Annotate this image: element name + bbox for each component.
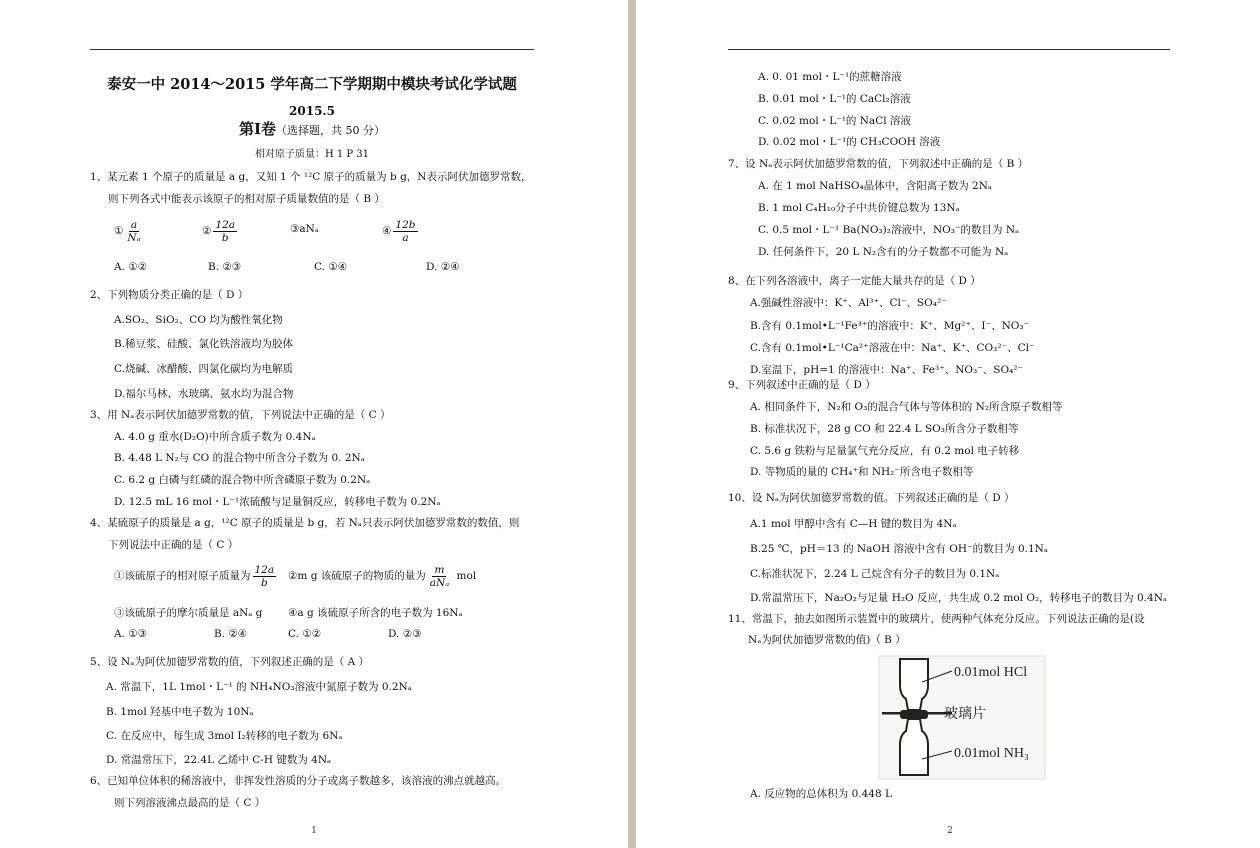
header-rule-right	[728, 49, 1170, 50]
atomic-mass-note: 相对原子质量：H 1 P 31	[254, 149, 370, 160]
q9-option-c: C. 5.6 g 铁粉与足量氯气充分反应，有 0.2 mol 电子转移	[750, 445, 1020, 457]
q8-option-b: B.含有 0.1mol•L⁻¹Fe³⁺的溶液中：K⁺、Mg²⁺、I⁻、NO₃⁻	[750, 320, 1030, 332]
q2-option-a: A.SO₂、SiO₂、CO 均为酸性氧化物	[114, 314, 283, 326]
q4-option-b: B. ②④	[214, 628, 248, 640]
exam-date: 2015.5	[289, 104, 335, 118]
q9-option-a: A. 相同条件下，N₂和 O₃的混合气体与等体积的 N₂所含原子数相等	[750, 401, 1063, 413]
q5-option-b: B. 1mol 羟基中电子数为 10Nₐ	[106, 706, 254, 718]
q4-option-d: D. ②③	[388, 628, 422, 640]
q6-option-b: B. 0.01 mol・L⁻¹的 CaCl₂溶液	[758, 93, 911, 105]
q2-option-c: C.烧碱、冰醋酸、四氯化碳均为电解质	[114, 363, 293, 375]
page-number-2: 2	[947, 826, 953, 836]
q5-option-a: A. 常温下，1L 1mol・L⁻¹ 的 NH₄NO₃溶液中氮原子数为 0.2Nₐ	[106, 681, 412, 693]
q1-option-d: D. ②④	[426, 261, 460, 273]
q7-stem: 7、设 Nₐ表示阿伏加德罗常数的值，下列叙述中正确的是（ B ）	[728, 158, 1029, 170]
q10-option-b: B.25 ℃，pH＝13 的 NaOH 溶液中含有 OH⁻的数目为 0.1Nₐ	[750, 543, 1048, 555]
q8-stem: 8、在下列各溶液中，离子一定能大量共存的是（ D ）	[728, 275, 981, 287]
q1-stem-line1: 1、某元素 1 个原子的质量是 a g，又知 1 个 ¹²C 原子的质量为 b g，N表示阿伏加德罗常数，	[90, 171, 532, 183]
q9-option-b: B. 标准状况下，28 g CO 和 22.4 L SO₃所含分子数相等	[750, 423, 1019, 435]
q3-option-b: B. 4.48 L N₂与 CO 的混合物中所含分子数为 0. 2Nₐ	[114, 452, 365, 464]
label-nh3: 0.01mol NH₃	[954, 746, 1029, 761]
q7-option-c: C. 0.5 mol・L⁻¹ Ba(NO₃)₂溶液中，NO₃⁻的数目为 Nₐ	[758, 224, 1020, 236]
q1-choice-4: ④ $\frac{12b}{a}$	[382, 218, 416, 244]
q10-option-c: C.标准状况下，2.24 L 己烷含有分子的数目为 0.1Nₐ	[750, 568, 1000, 580]
q6-option-a: A. 0. 01 mol・L⁻¹的蔗糖溶液	[758, 71, 902, 83]
exam-title: 泰安一中 2014～2015 学年高二下学期期中模块考试化学试题	[107, 76, 517, 93]
q4-statement-2: ②m g 该硫原子的物质的量为 $\frac{m}{\text{aNₐ}}$ mol	[288, 563, 477, 589]
q7-option-d: D. 任何条件下，20 L N₂含有的分子数都不可能为 Nₐ	[758, 246, 1009, 258]
q10-stem: 10、设 Nₐ为阿伏加德罗常数的值。下列叙述正确的是（ D ）	[728, 492, 1015, 504]
q1-option-c: C. ①④	[314, 261, 348, 273]
q1-choice-3: ③aNₐ	[290, 223, 319, 235]
q3-stem: 3、用 Nₐ表示阿伏加德罗常数的值，下列说法中正确的是（ C ）	[90, 409, 391, 421]
label-hcl: 0.01mol HCl	[954, 665, 1028, 680]
q10-option-a: A.1 mol 甲醇中含有 C—H 键的数目为 4Nₐ	[750, 518, 957, 530]
q8-option-c: C.含有 0.1mol•L⁻¹Ca²⁺溶液在中：Na⁺、K⁺、CO₃²⁻、Cl⁻	[750, 342, 1035, 354]
section-note: （选择题，共 50 分）	[276, 124, 386, 137]
q6-option-d: D. 0.02 mol・L⁻¹的 CH₃COOH 溶液	[758, 136, 941, 148]
gas-apparatus-diagram	[878, 655, 1046, 780]
q3-option-c: C. 6.2 g 白磷与红磷的混合物中所含磷原子数为 0.2Nₐ	[114, 474, 371, 486]
q2-option-d: D.福尔马林、水玻璃、氨水均为混合物	[114, 388, 294, 400]
q9-stem: 9、下列叙述中正确的是（ D ）	[728, 379, 876, 391]
section-heading	[96, 122, 528, 138]
q2-stem: 2、下列物质分类正确的是（ D ）	[90, 289, 249, 301]
q3-option-a: A. 4.0 g 重水(D₂O)中所含质子数为 0.4Nₐ	[114, 431, 316, 443]
q5-option-c: C. 在反应中，每生成 3mol I₂转移的电子数为 6Nₐ	[106, 730, 343, 742]
q1-option-a: A. ①②	[114, 261, 148, 273]
q8-option-d: D.室温下，pH=1 的溶液中：Na⁺、Fe³⁺、NO₃⁻、SO₄²⁻	[750, 364, 1024, 376]
header-rule-left	[90, 49, 534, 50]
label-glass-plate: 玻璃片	[944, 706, 986, 722]
q1-choice-2: ② $\frac{12a}{b}$	[202, 218, 236, 244]
page-number-1: 1	[311, 826, 317, 836]
q2-option-b: B.稀豆浆、硅酸、氯化铁溶液均为胶体	[114, 338, 294, 350]
q9-option-d: D. 等物质的量的 CH₄⁺和 NH₂⁻所含电子数相等	[750, 466, 974, 478]
q7-option-a: A. 在 1 mol NaHSO₄晶体中，含阳离子数为 2Nₐ	[758, 180, 992, 192]
q6-stem-line2: 则下列溶液沸点最高的是（ C ）	[114, 797, 266, 809]
q4-statement-3: ③该硫原子的摩尔质量是 aNₐ g	[114, 607, 263, 619]
q4-stem-line2: 下列说法中正确的是（ C ）	[108, 539, 239, 551]
q11-option-a: A. 反应物的总体积为 0.448 L	[750, 788, 892, 800]
q4-statement-4: ④a g 该硫原子所含的电子数为 16Nₐ	[288, 607, 463, 619]
q10-option-d: D.常温常压下，Na₂O₂与足量 H₂O 反应，共生成 0.2 mol O₂，转移电子的数目为 0.4Nₐ	[750, 592, 1167, 604]
q4-stem-line1: 4、某硫原子的质量是 a g，¹²C 原子的质量是 b g，若 Nₐ只表示阿伏加德罗常数的数值，则	[90, 517, 520, 529]
q1-stem-line2: 则下列各式中能表示该原子的相对原子质量数值的是（ B ）	[108, 193, 385, 205]
q7-option-b: B. 1 mol C₄H₁₀分子中共价键总数为 13Nₐ	[758, 202, 960, 214]
q6-option-c: C. 0.02 mol・L⁻¹的 NaCl 溶液	[758, 115, 911, 127]
q6-stem-line1: 6、已知单位体积的稀溶液中，非挥发性溶质的分子或离子数越多，该溶液的沸点就越高。	[90, 775, 507, 787]
q8-option-a: A.强碱性溶液中：K⁺、Al³⁺、Cl⁻、SO₄²⁻	[750, 297, 947, 309]
q1-option-b: B. ②③	[208, 261, 242, 273]
q5-option-d: D. 常温常压下，22.4L 乙烯中 C-H 键数为 4Nₐ	[106, 754, 332, 766]
q4-option-a: A. ①③	[114, 628, 148, 640]
page-gutter	[628, 0, 636, 848]
q1-choice-1: ① $\frac{a}{\text{Nₐ}}$	[114, 218, 141, 244]
q4-option-c: C. ①②	[288, 628, 322, 640]
q5-stem: 5、设 Nₐ为阿伏加德罗常数的值，下列叙述正确的是（ A ）	[90, 656, 370, 668]
q11-stem-line2: Nₐ为阿伏加德罗常数的值)（ B ）	[748, 634, 906, 646]
q3-option-d: D. 12.5 mL 16 mol・L⁻¹浓硫酸与足量铜反应，转移电子数为 0.2Nₐ	[114, 496, 441, 508]
q4-statement-1: ①该硫原子的相对原子质量为 $\frac{12a}{b}$	[114, 563, 275, 589]
section-main: 第Ⅰ卷	[238, 120, 277, 138]
q11-stem-line1: 11、常温下，抽去如图所示装置中的玻璃片，使两种气体充分反应。下列说法正确的是(设	[728, 613, 1145, 625]
